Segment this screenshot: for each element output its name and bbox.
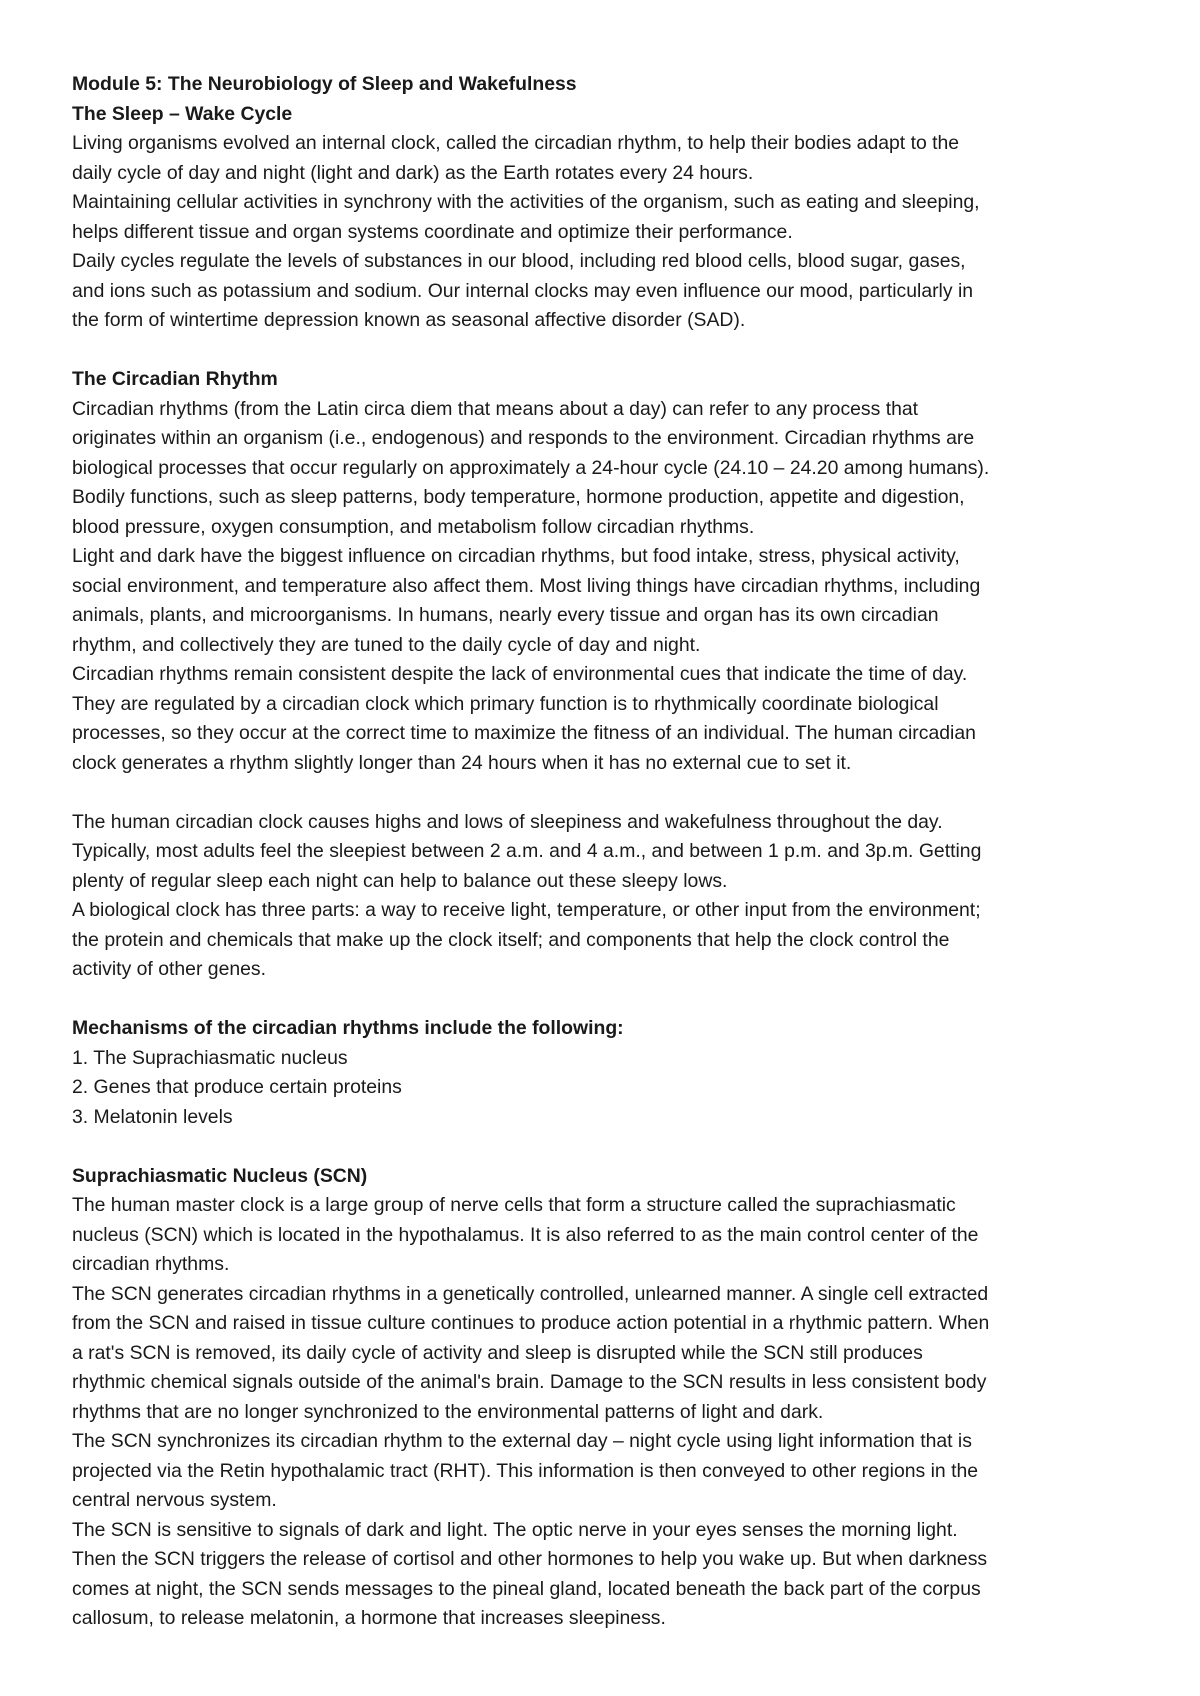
paragraph-gap xyxy=(72,778,1142,808)
text-line: comes at night, the SCN sends messages to the pineal gland, located beneath the back part of the corpus xyxy=(72,1577,981,1600)
paragraph-gap xyxy=(72,336,1142,366)
paragraph-gap xyxy=(72,1132,1142,1162)
text-line: blood pressure, oxygen consumption, and metabolism follow circadian rhythms. xyxy=(72,515,755,538)
text-line: The human master clock is a large group of nerve cells that form a structure called the suprachiasmatic xyxy=(72,1194,956,1216)
section-body-sleep-wake-cycle xyxy=(72,129,1142,336)
text-line: rhythms that are no longer synchronized to the environmental patterns of light and dark. xyxy=(72,1400,824,1423)
text-line: rhythm, and collectively they are tuned to the daily cycle of day and night. xyxy=(72,633,701,656)
text-line: biological processes that occur regularly on approximately a 24-hour cycle (24.10 – 24.20 among humans). xyxy=(72,456,990,479)
text-line: Then the SCN triggers the release of cortisol and other hormones to help you wake up. But when darkness xyxy=(72,1548,988,1570)
text-line: A biological clock has three parts: a way to receive light, temperature, or other input from the environment; xyxy=(72,899,981,921)
text-line: nucleus (SCN) which is located in the hypothalamus. It is also referred to as the main control center of the xyxy=(72,1223,979,1246)
text-line: the form of wintertime depression known as seasonal affective disorder (SAD). xyxy=(72,309,746,331)
section-heading-sleep-wake-cycle: The Sleep – Wake Cycle xyxy=(72,102,293,125)
section-body-circadian-rhythm xyxy=(72,395,1142,779)
section-heading-scn: Suprachiasmatic Nucleus (SCN) xyxy=(72,1164,368,1187)
text-line: The SCN is sensitive to signals of dark and light. The optic nerve in your eyes senses the morning light. xyxy=(72,1518,958,1541)
text-line: a rat's SCN is removed, its daily cycle of activity and sleep is disrupted while the SCN still produces xyxy=(72,1341,923,1364)
text-line: The SCN synchronizes its circadian rhythm to the external day – night cycle using light information that is xyxy=(72,1430,972,1452)
text-line: activity of other genes. xyxy=(72,958,267,980)
text-line: They are regulated by a circadian clock which primary function is to rhythmically coordinate biological xyxy=(72,692,939,715)
section-body-scn xyxy=(72,1191,1142,1634)
text-line: helps different tissue and organ systems coordinate and optimize their performance. xyxy=(72,220,793,243)
text-line: clock generates a rhythm slightly longer than 24 hours when it has no external cue to set it. xyxy=(72,751,852,774)
paragraph-gap xyxy=(72,985,1142,1015)
text-line: social environment, and temperature also affect them. Most living things have circadian rhythms, including xyxy=(72,574,981,597)
text-line: callosum, to release melatonin, a hormone that increases sleepiness. xyxy=(72,1607,666,1629)
text-line: daily cycle of day and night (light and dark) as the Earth rotates every 24 hours. xyxy=(72,161,754,184)
module-title: Module 5: The Neurobiology of Sleep and Wakefulness xyxy=(72,73,577,95)
text-line: Living organisms evolved an internal clock, called the circadian rhythm, to help their bodies adapt to the xyxy=(72,132,960,154)
list-item: 2. Genes that produce certain proteins xyxy=(72,1076,402,1098)
mechanisms-list xyxy=(72,1044,1142,1133)
text-line: originates within an organism (i.e., endogenous) and responds to the environment. Circadian rhythms are xyxy=(72,427,975,449)
text-line: Typically, most adults feel the sleepiest between 2 a.m. and 4 a.m., and between 1 p.m. and 3p.m. Getting xyxy=(72,840,982,862)
text-line: rhythmic chemical signals outside of the animal's brain. Damage to the SCN results in less consistent body xyxy=(72,1371,987,1393)
text-line: central nervous system. xyxy=(72,1489,277,1511)
list-item: 3. Melatonin levels xyxy=(72,1105,233,1128)
text-line: Circadian rhythms remain consistent despite the lack of environmental cues that indicate the time of day. xyxy=(72,663,968,685)
text-line: Daily cycles regulate the levels of substances in our blood, including red blood cells, blood sugar, gases, xyxy=(72,250,966,272)
text-line: Bodily functions, such as sleep patterns, body temperature, hormone production, appetite and digestion, xyxy=(72,486,965,508)
text-line: Circadian rhythms (from the Latin circa diem that means about a day) can refer to any process that xyxy=(72,397,919,420)
section-body-circadian-clock xyxy=(72,808,1142,985)
section-heading-circadian-rhythm: The Circadian Rhythm xyxy=(72,368,278,390)
text-line: Light and dark have the biggest influence on circadian rhythms, but food intake, stress, physical activity, xyxy=(72,545,960,567)
text-line: the protein and chemicals that make up the clock itself; and components that help the clock control the xyxy=(72,928,950,951)
text-line: animals, plants, and microorganisms. In humans, nearly every tissue and organ has its own circadian xyxy=(72,604,939,626)
section-heading-mechanisms: Mechanisms of the circadian rhythms include the following: xyxy=(72,1017,624,1039)
text-line: from the SCN and raised in tissue culture continues to produce action potential in a rhythmic pattern. When xyxy=(72,1312,990,1334)
text-line: plenty of regular sleep each night can help to balance out these sleepy lows. xyxy=(72,869,728,892)
text-line: The human circadian clock causes highs and lows of sleepiness and wakefulness throughout the day. xyxy=(72,810,943,833)
document-page xyxy=(72,70,1142,1634)
text-line: The SCN generates circadian rhythms in a genetically controlled, unlearned manner. A single cell extracted xyxy=(72,1282,989,1305)
text-line: and ions such as potassium and sodium. Our internal clocks may even influence our mood, particularly in xyxy=(72,279,974,302)
text-line: projected via the Retin hypothalamic tract (RHT). This information is then conveyed to other regions in the xyxy=(72,1459,979,1482)
list-item: 1. The Suprachiasmatic nucleus xyxy=(72,1046,348,1069)
text-line: processes, so they occur at the correct time to maximize the fitness of an individual. The human circadian xyxy=(72,722,976,744)
text-line: circadian rhythms. xyxy=(72,1253,230,1275)
text-line: Maintaining cellular activities in synchrony with the activities of the organism, such as eating and sleeping, xyxy=(72,191,980,213)
